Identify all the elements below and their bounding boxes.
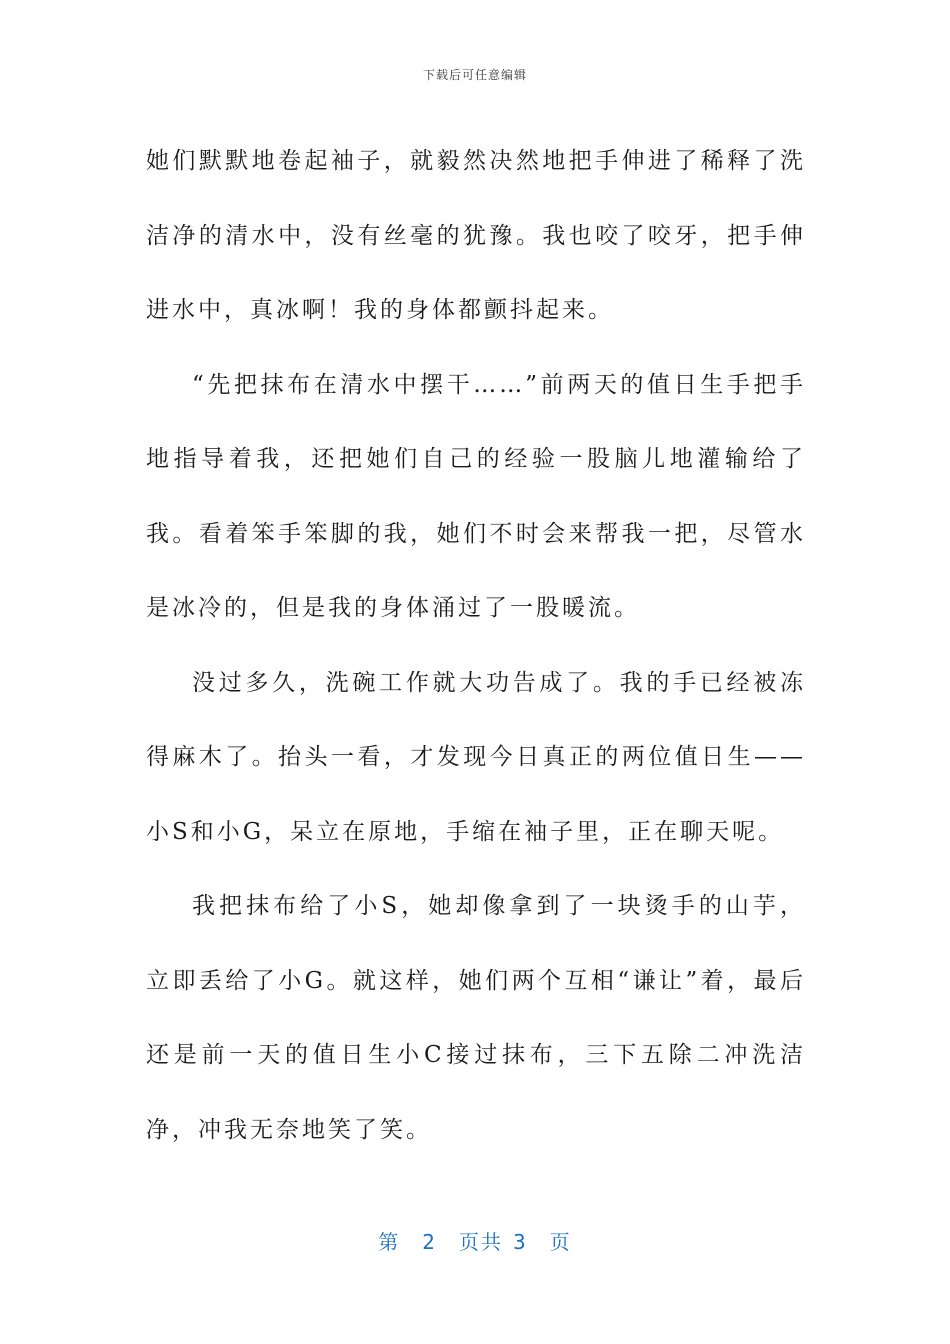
paragraph-4: 我把抹布给了小S，她却像拿到了一块烫手的山芋，立即丢给了小G。就这样，她们两个互相“谦让”着，最后还是前一天的值日生小C接过抹布，三下五除二冲洗洁净，冲我无奈地笑了笑。: [146, 893, 806, 1143]
paragraph-3: 没过多久，洗碗工作就大功告成了。我的手已经被冻得麻木了。抬头一看，才发现今日真正的两位值日生——小S和小G，呆立在原地，手缩在袖子里，正在聊天呢。: [146, 669, 806, 845]
page-footer: [0, 1226, 950, 1255]
paragraph-2: “先把抹布在清水中摆干……”前两天的值日生手把手地指导着我，还把她们自己的经验一股脑儿地灌输给了我。看着笨手笨脚的我，她们不时会来帮我一把，尽管水是冰冷的，但是我的身体涌过了一股暖流。: [146, 371, 806, 621]
paragraph-1: 她们默默地卷起袖子，就毅然决然地把手伸进了稀释了洗洁净的清水中，没有丝毫的犹豫。我也咬了咬牙，把手伸进水中，真冰啊！我的身体都颤抖起来。: [146, 148, 806, 323]
footer-page-unit-end: 页: [549, 1230, 572, 1254]
footer-total-pages: 3: [513, 1230, 528, 1254]
document-body: [146, 124, 806, 1167]
footer-current-page: 2: [422, 1230, 437, 1254]
footer-page-word: 第: [378, 1230, 401, 1254]
page-header-note: 下载后可任意编辑: [422, 68, 527, 82]
footer-page-unit: 页共: [459, 1230, 503, 1254]
